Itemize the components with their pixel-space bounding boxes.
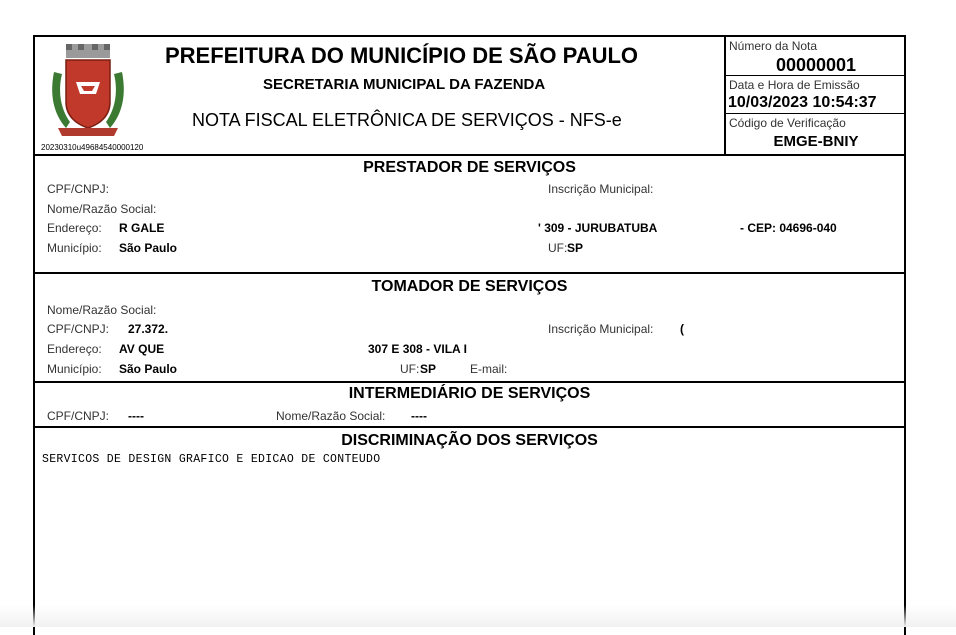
- tomador-endereco-label: Endereço:: [47, 342, 102, 356]
- tomador-uf-value: SP: [420, 362, 437, 376]
- intermediario-title: INTERMEDIÁRIO DE SERVIÇOS: [348, 385, 591, 402]
- numero-value: 00000001: [775, 55, 857, 75]
- tomador-endereco-value: AV QUE: [119, 342, 165, 356]
- prestador-nome-label: Nome/Razão Social:: [47, 202, 157, 216]
- bottom-fade: [0, 605, 956, 627]
- tomador-im-label: Inscrição Municipal:: [548, 322, 654, 336]
- prestador-uf-label: UF:: [548, 241, 568, 255]
- tomador-endereco-value-2: 307 E 308 - VILA I: [368, 342, 467, 356]
- tomador-cpf-value: 27.372.: [128, 322, 169, 336]
- tomador-bottom-line: [35, 381, 904, 383]
- intermediario-nome-label: Nome/Razão Social:: [276, 409, 386, 423]
- numero-label: Número da Nota: [729, 39, 818, 53]
- data-label: Data e Hora de Emissão: [729, 78, 860, 92]
- prestador-im-label: Inscrição Municipal:: [548, 182, 654, 196]
- prestador-municipio-label: Município:: [47, 241, 102, 255]
- tomador-municipio-value: São Paulo: [119, 362, 178, 376]
- intermediario-bottom-line: [35, 426, 904, 428]
- prestador-municipio-value: São Paulo: [119, 241, 178, 255]
- prestador-cep-value: - CEP: 04696-040: [740, 221, 837, 235]
- discriminacao-text: SERVICOS DE DESIGN GRAFICO E EDICAO DE CONTEUDO: [42, 453, 381, 466]
- tomador-cpf-label: CPF/CNPJ:: [47, 322, 110, 336]
- prestador-endereco-label: Endereço:: [47, 221, 102, 235]
- tomador-nome-label: Nome/Razão Social:: [47, 303, 157, 317]
- prestador-bottom-line: [35, 272, 904, 274]
- tomador-email-label: E-mail:: [470, 362, 508, 376]
- nfse-document: [33, 35, 906, 635]
- prestador-endereco-value: R GALE: [119, 221, 165, 235]
- prestador-cpf-label: CPF/CNPJ:: [47, 182, 110, 196]
- tomador-municipio-label: Município:: [47, 362, 102, 376]
- codigo-label: Código de Verificação: [729, 116, 846, 130]
- intermediario-cpf-label: CPF/CNPJ:: [47, 409, 110, 423]
- prestador-endereco-value-2: ' 309 - JURUBATUBA: [538, 221, 658, 235]
- tomador-uf-label: UF:: [400, 362, 420, 376]
- header-box-divider-2: [726, 113, 906, 114]
- intermediario-cpf-value: ----: [128, 409, 144, 423]
- prestador-title: PRESTADOR DE SERVIÇOS: [363, 159, 576, 176]
- discriminacao-title: DISCRIMINAÇÃO DOS SERVIÇOS: [341, 432, 598, 449]
- tomador-title: TOMADOR DE SERVIÇOS: [371, 278, 568, 295]
- secretariat-subtitle: SECRETARIA MUNICIPAL DA FAZENDA: [263, 76, 546, 93]
- logo-code: 20230310u49684540000120: [41, 143, 144, 152]
- document-title: NOTA FISCAL ELETRÔNICA DE SERVIÇOS - NFS-e: [192, 110, 622, 130]
- coat-of-arms-logo: [48, 42, 128, 142]
- codigo-value: EMGE-BNIY: [773, 133, 859, 150]
- data-value: 10/03/2023 10:54:37: [728, 94, 877, 111]
- header-bottom-line: [35, 154, 904, 156]
- prestador-uf-value: SP: [567, 241, 584, 255]
- tomador-im-value: (: [680, 322, 684, 336]
- intermediario-nome-value: ----: [411, 409, 427, 423]
- municipality-title: PREFEITURA DO MUNICÍPIO DE SÃO PAULO: [165, 43, 639, 68]
